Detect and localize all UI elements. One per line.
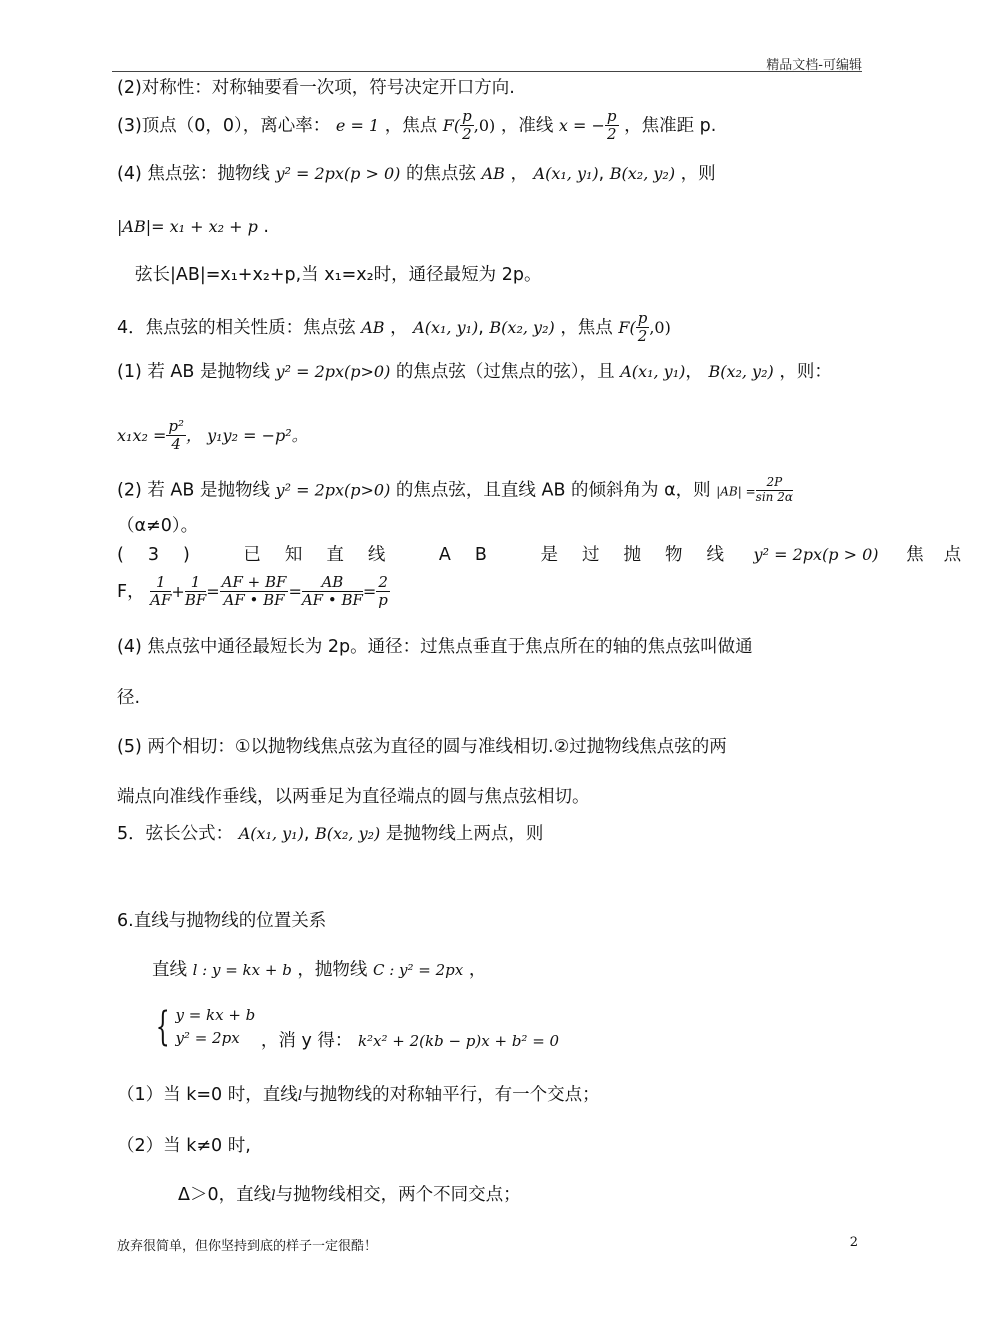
focus-close: ,0) bbox=[649, 317, 671, 337]
equation-system bbox=[175, 1004, 255, 1051]
frac-num: p bbox=[637, 309, 648, 327]
eliminate-text: ，消 y 得： bbox=[260, 1031, 353, 1052]
then-text: ，则 bbox=[680, 164, 716, 184]
abs-ab-formula: |AB|= x₁ + x₂ + p bbox=[117, 217, 258, 236]
property-4-cont: 径. bbox=[117, 688, 141, 708]
frac-den: p bbox=[378, 591, 388, 610]
frac-den: AF • BF bbox=[223, 591, 285, 610]
line-l: l bbox=[271, 1188, 276, 1204]
focus-label: ，焦点 bbox=[384, 115, 438, 136]
line-parabola-line bbox=[152, 960, 486, 981]
property-4-line: (4) 焦点弦中通径最短长为 2p。通径：过焦点垂直于焦点所在的轴的焦点弦叫做通 bbox=[117, 637, 753, 657]
xx-product: x₁x₂ = bbox=[117, 425, 167, 445]
ab-over-product bbox=[302, 574, 363, 610]
property-1-line: (1) 若 AB 是抛物线 y² = 2px(p>0) 的焦点弦（过焦点的弦），且 A(x₁, y₁)， B(x₂, y₂) ，则： bbox=[117, 362, 832, 382]
directrix-fraction bbox=[605, 108, 619, 144]
frac-den: sin 2α bbox=[755, 489, 793, 504]
property-3-text: (3) 已知直线 AB 是过抛物线 bbox=[117, 545, 748, 565]
point-a: A(x₁, y₁) bbox=[533, 164, 599, 183]
property-2-mid: 的焦点弦，且直线 AB 的倾斜角为 α，则 bbox=[395, 480, 711, 501]
point-a: A(x₁, y₁) bbox=[413, 317, 479, 337]
yy-product: ， y₁y₂ = −p²。 bbox=[186, 425, 308, 445]
focal-chord-line: (4) 焦点弦：抛物线 y² = 2px(p > 0) 的焦点弦 AB ， A(x₁, y₁), B(x₂, y₂) ，则 bbox=[117, 164, 716, 184]
frac-num: 1 bbox=[185, 574, 206, 592]
focus-label: ，焦点 bbox=[560, 317, 613, 338]
eq: = bbox=[288, 581, 302, 601]
point-b: B(x₂, y₂) bbox=[489, 317, 555, 337]
property-2-text: (2) 若 AB 是抛物线 bbox=[117, 480, 270, 501]
section-5-line: 5．弦长公式： A(x₁, y₁), B(x₂, y₂) 是抛物线上两点，则 bbox=[117, 824, 544, 844]
point-b: B(x₂, y₂) bbox=[609, 164, 676, 183]
delta-positive-line bbox=[178, 1185, 521, 1206]
focus-fraction bbox=[636, 310, 650, 346]
parabola-eq: y² = 2px(p > 0) bbox=[753, 545, 879, 564]
vertex-line bbox=[117, 108, 716, 144]
focal-chord-of: 的焦点弦 bbox=[405, 164, 476, 184]
delta-text: Δ＞0，直线 bbox=[178, 1185, 272, 1205]
point-b: B(x₂, y₂) bbox=[708, 362, 774, 381]
property-1-end: ，则： bbox=[779, 362, 832, 382]
symmetry-line: (2)对称性：对称轴要看一次项，符号决定开口方向. bbox=[117, 78, 515, 98]
p2-over-4 bbox=[166, 418, 186, 454]
frac-num: 2P bbox=[756, 476, 793, 491]
conic-eq: C : y² = 2px bbox=[372, 961, 464, 979]
section-4-title: 4．焦点弦的相关性质：焦点弦 bbox=[117, 317, 356, 338]
reciprocal-line bbox=[117, 574, 390, 610]
frac-num: p bbox=[606, 107, 617, 125]
frac-den: 4 bbox=[171, 435, 181, 454]
point-a: A(x₁, y₁) bbox=[620, 362, 686, 381]
product-line bbox=[117, 418, 308, 454]
vertex-text: (3)顶点（0，0），离心率： bbox=[117, 115, 331, 136]
focus-close: ,0) bbox=[473, 115, 496, 135]
frac-den: 2 bbox=[462, 125, 472, 144]
point-a: A(x₁, y₁) bbox=[238, 824, 304, 843]
two-over-p bbox=[376, 574, 390, 610]
frac-num: p bbox=[462, 107, 472, 125]
comma: ， bbox=[510, 164, 528, 184]
eq: = bbox=[362, 581, 377, 601]
page-number: 2 bbox=[849, 1235, 858, 1250]
one-over-bf bbox=[185, 574, 206, 610]
eq: = bbox=[206, 581, 220, 601]
focal-chord-text: (4) 焦点弦：抛物线 bbox=[117, 164, 270, 184]
sum-over-product bbox=[220, 574, 289, 610]
property-1-mid: 的焦点弦（过焦点的弦），且 bbox=[395, 362, 615, 382]
property-1-text: (1) 若 AB 是抛物线 bbox=[117, 362, 270, 382]
frac-num: AF + BF bbox=[221, 573, 287, 591]
system-line bbox=[150, 1004, 559, 1051]
sys-eq-2: y² = 2px bbox=[175, 1029, 240, 1048]
directrix-label: ，准线 bbox=[500, 115, 554, 136]
abs-ab-eq: |AB| = bbox=[716, 484, 756, 499]
property-2-line bbox=[117, 476, 793, 505]
f-label: F， bbox=[117, 581, 145, 602]
comma: ， bbox=[468, 960, 487, 980]
alpha-line: （α≠0）。 bbox=[117, 516, 199, 536]
parabola-eq: y² = 2px(p > 0) bbox=[275, 164, 401, 183]
directrix-eq: x = − bbox=[558, 115, 605, 135]
header-rule bbox=[112, 71, 862, 72]
line-word: 直线 bbox=[152, 960, 187, 980]
section-5-end: 是抛物线上两点，则 bbox=[385, 824, 544, 844]
focus-word: 焦点 bbox=[906, 545, 981, 565]
case-1-text: （1）当 k=0 时，直线 bbox=[117, 1085, 298, 1105]
frac-den: AF • BF bbox=[301, 591, 363, 610]
section-5-title: 5．弦长公式： bbox=[117, 824, 234, 844]
focus-open: F( bbox=[618, 317, 636, 337]
focal-param-text: ，焦准距 p. bbox=[624, 115, 717, 136]
frac-den: BF bbox=[184, 591, 207, 610]
case-1-line bbox=[117, 1085, 600, 1106]
chord-ab: AB bbox=[481, 164, 505, 183]
property-5-line: (5) 两个相切：①以抛物线焦点弦为直径的圆与准线相切.②过抛物线焦点弦的两 bbox=[117, 737, 727, 757]
frac-den: 2 bbox=[637, 327, 648, 346]
line-l: l bbox=[297, 1088, 303, 1104]
chord-ab: AB bbox=[361, 317, 385, 337]
case-1-end: 与抛物线的对称轴平行，有一个交点； bbox=[302, 1085, 600, 1105]
footer-motto: 放弃很简单，但你坚持到底的样子一定很酷！ bbox=[117, 1239, 378, 1254]
section-6-title: 6.直线与抛物线的位置关系 bbox=[117, 911, 327, 931]
line-eq: l : y = kx + b bbox=[192, 961, 292, 979]
property-5-cont: 端点向准线作垂线，以两垂足为直径端点的圆与焦点弦相切。 bbox=[117, 787, 590, 807]
chord-length-line: 弦长|AB|=x₁+x₂+p,当 x₁=x₂时，通径最短为 2p。 bbox=[135, 265, 542, 285]
focus-fraction bbox=[460, 108, 474, 144]
sys-eq-1: y = kx + b bbox=[175, 1006, 256, 1024]
frac-num: p² bbox=[168, 417, 184, 435]
frac-den: 2 bbox=[606, 125, 617, 144]
abs-ab-line: |AB|= x₁ + x₂ + p . bbox=[117, 217, 269, 237]
point-b: B(x₂, y₂) bbox=[314, 824, 381, 843]
document-header: 精品文档-可编辑 bbox=[766, 58, 862, 73]
section-4-line: 4．焦点弦的相关性质：焦点弦 AB ， A(x₁, y₁), B(x₂, y₂) ，焦点 F( $\frac{p}{2}$ ,0) bbox=[117, 309, 671, 346]
plus: + bbox=[171, 581, 185, 601]
focus-open: F( bbox=[442, 115, 461, 135]
frac-num: 2 bbox=[378, 573, 388, 591]
frac-num: 1 bbox=[150, 574, 171, 592]
two-p-over-sin bbox=[756, 476, 793, 505]
parabola-eq: y² = 2px(p>0) bbox=[275, 362, 391, 381]
quadratic-eq: k²x² + 2(kb − p)x + b² = 0 bbox=[357, 1032, 560, 1051]
delta-end: 与抛物线相交，两个不同交点； bbox=[275, 1185, 521, 1205]
property-3-line bbox=[117, 545, 981, 566]
one-over-af bbox=[150, 574, 171, 610]
frac-num: AB bbox=[302, 574, 363, 592]
parabola-word: ，抛物线 bbox=[297, 960, 368, 980]
case-2-line: （2）当 k≠0 时, bbox=[117, 1136, 251, 1156]
left-brace: { bbox=[155, 1004, 170, 1051]
parabola-eq: y² = 2px(p>0) bbox=[275, 480, 391, 500]
eccentricity: e = 1 bbox=[335, 115, 380, 135]
frac-den: AF bbox=[150, 591, 172, 610]
